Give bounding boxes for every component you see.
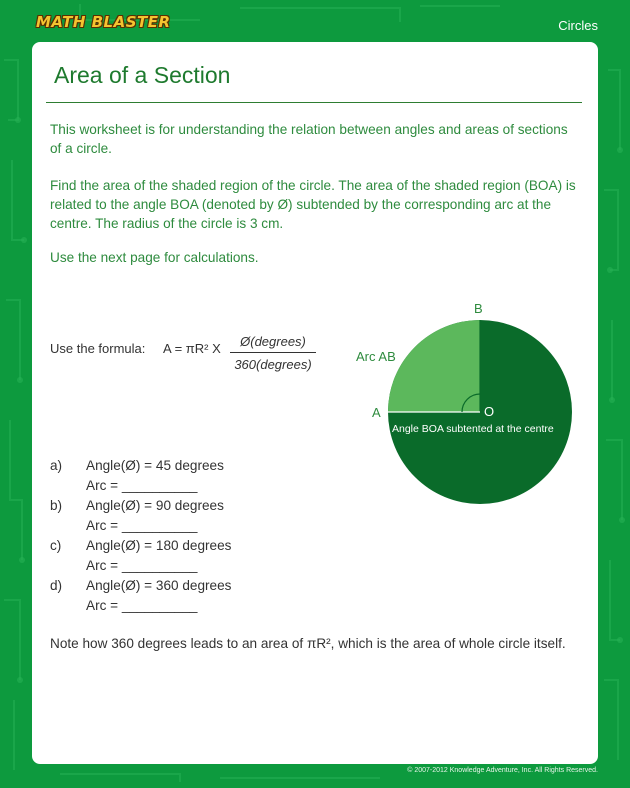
question-angle: Angle(Ø) = 180 degrees <box>86 538 232 553</box>
question-arc: Arc = __________ <box>86 518 198 533</box>
closing-note: Note how 360 degrees leads to an area of πR², which is the area of whole circle itself. <box>50 636 566 651</box>
formula-denominator: 360(degrees) <box>234 357 312 372</box>
shaded-sector <box>388 320 480 412</box>
circle-diagram <box>350 300 580 520</box>
question-angle: Angle(Ø) = 45 degrees <box>86 458 224 473</box>
label-o: O <box>484 404 495 419</box>
instructions-paragraph: Find the area of the shaded region of the circle. The area of the shaded region (BOA) is related to the angle BOA (denoted by Ø) subtended by the corresponding arc at the centre. The radius of the circle is 3 cm. <box>50 178 576 231</box>
page-title: Area of a Section <box>54 62 231 88</box>
label-b: B <box>474 301 483 316</box>
brand-logo: MATH BLASTER <box>36 13 171 31</box>
category-label: Circles <box>558 18 598 33</box>
formula-lhs: A = πR² X <box>163 341 221 356</box>
title-divider <box>46 102 582 103</box>
label-arc-ab: Arc AB <box>356 349 396 364</box>
question-letter: a) <box>50 458 63 473</box>
formula-label: Use the formula: <box>50 341 146 356</box>
question-arc: Arc = __________ <box>86 558 198 573</box>
question-letter: b) <box>50 498 63 513</box>
intro-paragraph: This worksheet is for understanding the relation between angles and areas of sections of a circle. <box>50 122 568 156</box>
calculation-note: Use the next page for calculations. <box>50 250 259 265</box>
formula-numerator: Ø(degrees) <box>240 334 306 349</box>
worksheet-card <box>32 42 598 764</box>
question-angle: Angle(Ø) = 90 degrees <box>86 498 224 513</box>
label-a: A <box>372 405 381 420</box>
copyright: © 2007-2012 Knowledge Adventure, Inc. All Rights Reserved. <box>407 767 598 774</box>
question-letter: c) <box>50 538 62 553</box>
question-angle: Angle(Ø) = 360 degrees <box>86 578 232 593</box>
question-arc: Arc = __________ <box>86 598 198 613</box>
label-angle: Angle BOA subtented at the centre <box>392 423 554 435</box>
formula-fraction <box>230 334 316 372</box>
question-arc: Arc = __________ <box>86 478 198 493</box>
question-letter: d) <box>50 578 63 593</box>
fraction-bar <box>230 352 316 353</box>
